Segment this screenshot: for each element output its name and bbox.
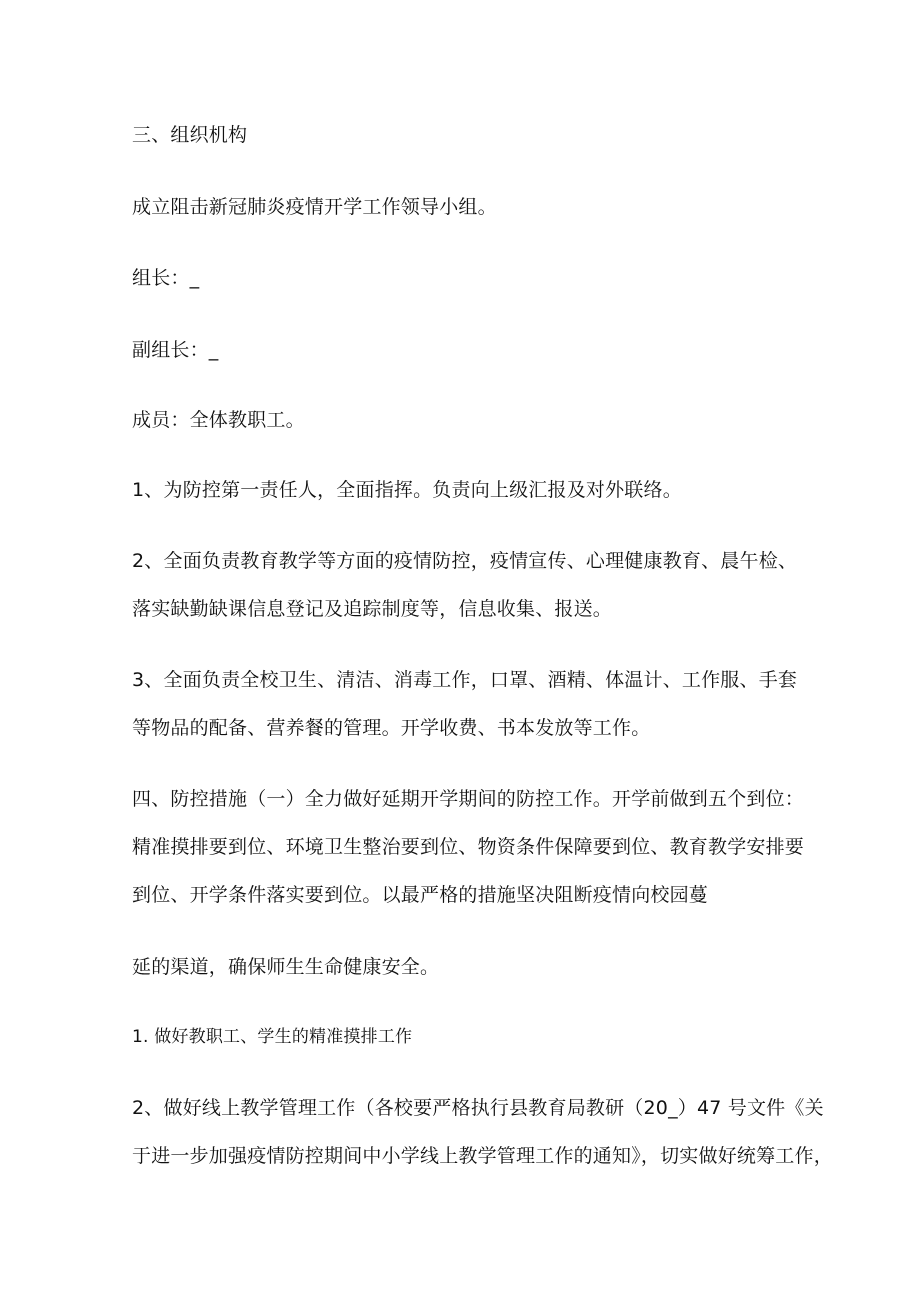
duty-item-2-line-1: 2、全面负责教育教学等方面的疫情防控，疫情宣传、心理健康教育、晨午检、 (132, 550, 798, 572)
measure-item-1: 1. 做好教职工、学生的精准摸排工作 (132, 1027, 413, 1047)
paragraph-leading-group: 成立阻击新冠肺炎疫情开学工作领导小组。 (132, 196, 497, 218)
prevention-continuation: 延的渠道，确保师生生命健康安全。 (132, 956, 440, 978)
deputy-leader-line: 副组长：_ (132, 339, 219, 361)
measure-item-2-line-1: 2、做好线上教学管理工作（各校要严格执行县教育局教研（20_）47 号文件《关 (132, 1097, 824, 1119)
section-prevention-line-1: 四、防控措施（一）全力做好延期开学期间的防控工作。开学前做到五个到位： (132, 788, 805, 810)
section-heading-organization: 三、组织机构 (132, 124, 248, 146)
group-leader-line: 组长：_ (132, 267, 200, 289)
members-line: 成员：全体教职工。 (132, 409, 305, 431)
measure-item-2-line-2: 于进一步加强疫情防控期间中小学线上教学管理工作的通知》，切实做好统筹工作， (132, 1145, 833, 1167)
duty-item-3-line-1: 3、全面负责全校卫生、清洁、消毒工作，口罩、酒精、体温计、工作服、手套 (132, 669, 798, 691)
section-prevention-line-3: 到位、开学条件落实要到位。以最严格的措施坚决阻断疫情向校园蔓 (132, 884, 709, 906)
duty-item-3-line-2: 等物品的配备、营养餐的管理。开学收费、书本发放等工作。 (132, 717, 651, 739)
duty-item-2-line-2: 落实缺勤缺课信息登记及追踪制度等，信息收集、报送。 (132, 598, 613, 620)
section-prevention-line-2: 精准摸排要到位、环境卫生整治要到位、物资条件保障要到位、教育教学安排要 (132, 836, 805, 858)
duty-item-1: 1、为防控第一责任人，全面指挥。负责向上级汇报及对外联络。 (132, 479, 682, 501)
